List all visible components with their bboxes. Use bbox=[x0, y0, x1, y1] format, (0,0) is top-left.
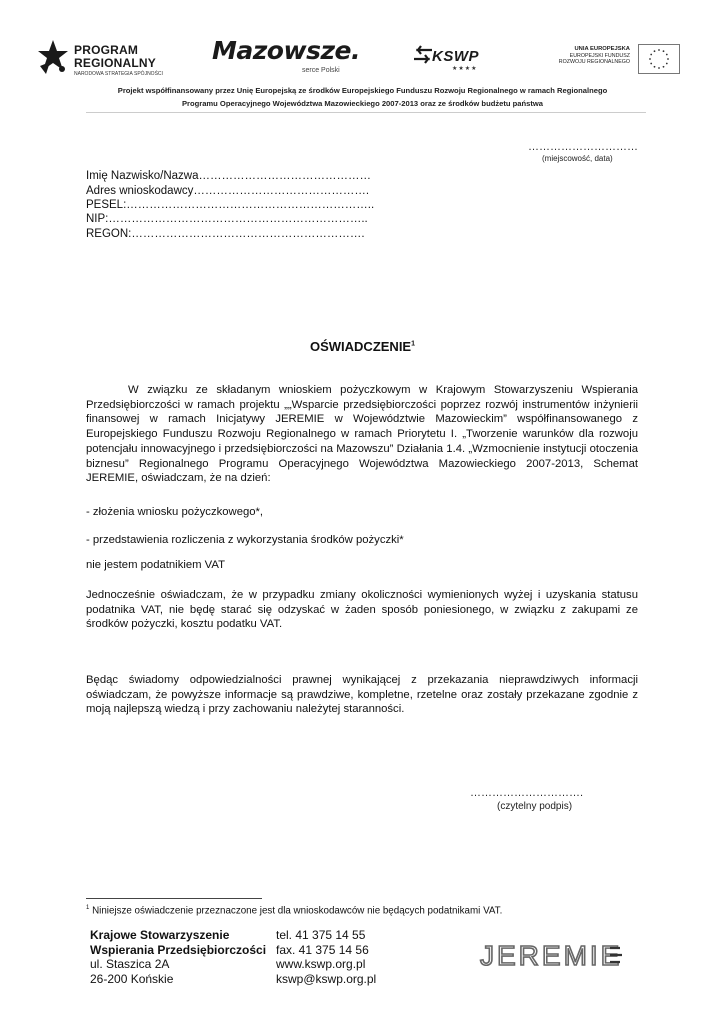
title-text: OŚWIADCZENIE bbox=[309, 339, 412, 354]
program-regionalny-logo bbox=[36, 38, 186, 80]
address-field[interactable]: Adres wnioskodawcy………………………………………. bbox=[86, 185, 370, 197]
statement-paragraph-liability: Będąc świadomy odpowiedzialności prawnej wynikającej z przekazania nieprawdziwych informacji oświadczam, że powyższe informacje są prawdziwe, kompletne, rzetelne oraz zostały przekazane zgodnie z moją najlepszą wiedzą i przy zachowaniu należytej staranności. bbox=[86, 674, 638, 716]
logo-pr-line1: PROGRAM bbox=[74, 43, 139, 57]
footnote-mark: 1 bbox=[86, 905, 90, 911]
eu-line1: UNIA EUROPEJSKA bbox=[574, 46, 630, 52]
footer-contact bbox=[276, 928, 376, 986]
footer-org-line1: Krajowe Stowarzyszenie bbox=[90, 928, 230, 942]
eu-line3: ROZWOJU REGIONALNEGO bbox=[558, 59, 630, 65]
statement-paragraph-1: W związku ze składanym wnioskiem pożyczkowym w Krajowym Stowarzyszeniu Wspierania Przedsiębiorczości w ramach projektu „„Wsparcie przedsiębiorczości poprzez rozwój instrumentów inżynierii finansowej w ramach Inicjatywy JEREMIE w Województwie Mazowieckim” współfinansowanego z Europejskiego Funduszu Rozwoju Regionalnego w ramach Priorytetu I. „Tworzenie warunków dla rozwoju potencjału innowacyjnego i przedsiębiorczości na Mazowszu” Działania 1.4. „Wzmocnienie instytucji otoczenia biznesu” Regionalnego Programu Operacyjnego Województwa Mazowieckiego 2007-2013, Schemat JEREMIE, oświadczam, że na dzień: bbox=[86, 384, 638, 485]
kswp-logo bbox=[412, 42, 512, 76]
footer-org-line2: Wspierania Przedsiębiorczości bbox=[90, 942, 267, 957]
place-date-field[interactable]: ………………………… bbox=[528, 141, 638, 153]
project-line-2: Programu Operacyjnego Województwa Mazowieckiego 2007-2013 oraz ze środków budżetu państwa bbox=[181, 99, 544, 108]
statement-paragraph-vat: Jednocześnie oświadczam, że w przypadku zmiany okoliczności wymienionych wyżej i uzyskania statusu podatnika VAT, nie będę starać się odzyskać w żaden sposób poniesionego, w związku z zakupami ze środków pożyczki, kosztu podatku VAT. bbox=[86, 589, 638, 631]
regon-field[interactable]: REGON:……………………………………………………. bbox=[86, 228, 365, 240]
mazowsze-wordmark: Mazowsze. bbox=[212, 36, 360, 65]
footer-tel: tel. 41 375 14 55 bbox=[276, 928, 366, 942]
option-loan-settlement: - przedstawienia rozliczenia z wykorzystania środków pożyczki* bbox=[86, 534, 404, 546]
signature-field[interactable]: …………………………. bbox=[470, 787, 584, 799]
document-title bbox=[0, 339, 725, 354]
kswp-arrows-icon bbox=[412, 44, 434, 66]
kswp-stars: ★★★★ bbox=[452, 66, 478, 72]
project-line-1: Projekt współfinansowany przez Unię Europejską ze środków Europejskiego Funduszu Rozwoju Regionalnego w ramach Regionalnego bbox=[117, 86, 608, 95]
footnote bbox=[86, 905, 502, 916]
footer-email[interactable]: kswp@kswp.org.pl bbox=[276, 971, 377, 986]
footer-web[interactable]: www.kswp.org.pl bbox=[276, 957, 366, 971]
name-field[interactable]: Imię Nazwisko/Nazwa……………………………………… bbox=[86, 170, 371, 182]
footer-fax: fax. 41 375 14 56 bbox=[276, 942, 369, 957]
vat-status-statement: nie jestem podatnikiem VAT bbox=[86, 559, 225, 571]
footer-city: 26-200 Końskie bbox=[90, 971, 174, 986]
footer-street: ul. Staszica 2A bbox=[90, 957, 170, 971]
jeremie-logo bbox=[478, 938, 632, 972]
program-regionalny-star-icon bbox=[36, 38, 70, 76]
header-divider bbox=[86, 112, 646, 113]
footer-address bbox=[90, 928, 266, 986]
mazowsze-logo bbox=[212, 36, 360, 80]
eu-line2: EUROPEJSKI FUNDUSZ bbox=[569, 52, 630, 59]
title-footnote-mark: 1 bbox=[411, 340, 416, 348]
jeremie-logo-text: JEREMIE bbox=[480, 940, 623, 971]
eu-logo-text bbox=[552, 46, 630, 66]
option-loan-application: - złożenia wniosku pożyczkowego*, bbox=[86, 506, 264, 518]
logo-pr-line3: NARODOWA STRATEGIA SPÓJNOŚCI bbox=[74, 71, 163, 77]
logo-pr-line2: REGIONALNY bbox=[74, 56, 157, 70]
signature-label: (czytelny podpis) bbox=[497, 801, 573, 812]
eu-logo bbox=[552, 44, 682, 78]
mazowsze-tagline: serce Polski bbox=[302, 67, 340, 74]
footnote-divider bbox=[86, 898, 262, 899]
eu-flag-icon bbox=[638, 44, 680, 74]
footnote-text: Niniejsze oświadczenie przeznaczone jest dla wnioskodawców nie będących podatnikami VAT. bbox=[89, 905, 503, 917]
place-date-label: (miejscowość, data) bbox=[542, 154, 613, 163]
nip-field[interactable]: NIP:………………………………………………………….. bbox=[86, 213, 368, 225]
pesel-field[interactable]: PESEL:……………………………………………………….. bbox=[86, 199, 375, 211]
kswp-wordmark: KSWP bbox=[432, 48, 479, 65]
